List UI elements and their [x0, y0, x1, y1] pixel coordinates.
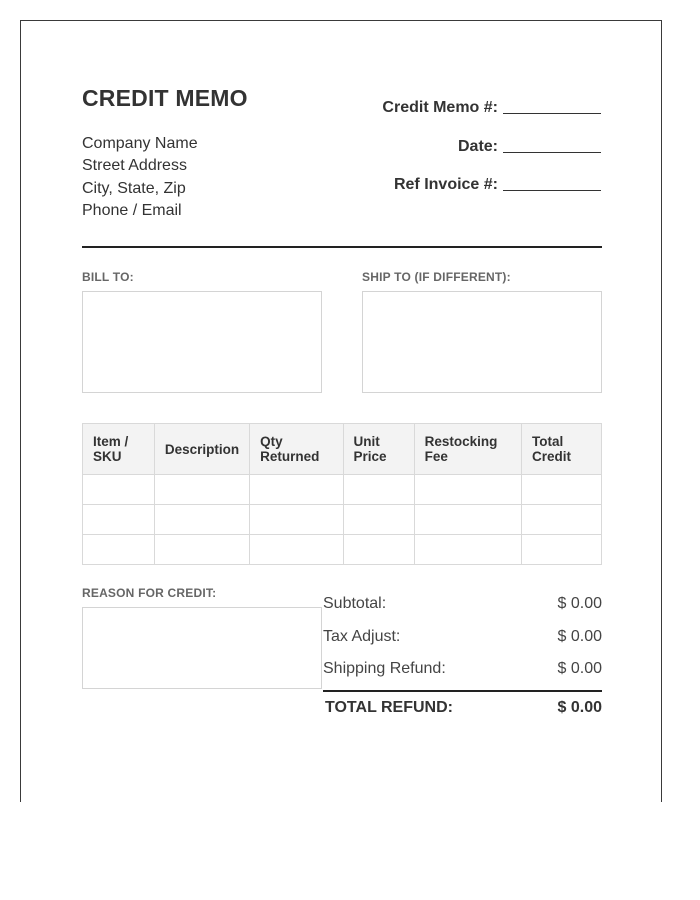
table-cell[interactable] — [154, 535, 249, 565]
company-city: City, State, Zip — [82, 179, 186, 197]
header-total-credit: Total Credit — [521, 424, 601, 475]
table-row — [83, 535, 602, 565]
tax-adjust-value: $ 0.00 — [557, 627, 602, 645]
table-cell[interactable] — [343, 505, 414, 535]
totals-panel — [323, 588, 602, 724]
header-divider — [82, 246, 602, 248]
bill-to-label: BILL TO: — [82, 270, 134, 284]
ref-invoice-row — [301, 174, 601, 194]
table-cell[interactable] — [83, 475, 155, 505]
table-cell[interactable] — [250, 475, 343, 505]
table-row — [83, 505, 602, 535]
table-cell[interactable] — [521, 535, 601, 565]
table-cell[interactable] — [250, 535, 343, 565]
memo-number-label: Credit Memo #: — [382, 99, 498, 116]
header-description: Description — [154, 424, 249, 475]
header-unit-price: Unit Price — [343, 424, 414, 475]
shipping-refund-row — [323, 653, 602, 686]
table-cell[interactable] — [83, 505, 155, 535]
memo-number-field[interactable] — [503, 113, 601, 114]
total-refund-value: $ 0.00 — [557, 698, 602, 716]
total-refund-row — [323, 692, 602, 724]
company-address: Street Address — [82, 157, 187, 175]
date-field[interactable] — [503, 152, 601, 153]
company-contact: Phone / Email — [82, 201, 182, 219]
memo-number-row — [301, 97, 601, 117]
company-name: Company Name — [82, 135, 198, 152]
shipping-refund-value: $ 0.00 — [557, 660, 602, 678]
date-label: Date: — [457, 137, 498, 155]
tax-adjust-label: Tax Adjust: — [323, 627, 401, 645]
table-header-row — [83, 424, 602, 475]
ship-to-label: SHIP TO (IF DIFFERENT): — [362, 270, 511, 284]
table-cell[interactable] — [154, 505, 249, 535]
header-qty-returned: Qty Returned — [250, 424, 343, 475]
ref-invoice-field[interactable] — [503, 190, 601, 191]
header-item-sku: Item / SKU — [83, 424, 155, 475]
memo-meta — [301, 97, 601, 213]
ref-invoice-label: Ref Invoice #: — [393, 176, 498, 193]
document-title: CREDIT MEMO — [82, 85, 248, 111]
table-cell[interactable] — [250, 505, 343, 535]
table-row — [83, 475, 602, 505]
shipping-refund-label: Shipping Refund: — [323, 660, 446, 678]
subtotal-label: Subtotal: — [323, 595, 387, 613]
table-cell[interactable] — [521, 505, 601, 535]
date-row — [301, 136, 601, 156]
total-refund-label: TOTAL REFUND: — [325, 698, 453, 716]
tax-adjust-row — [323, 621, 602, 654]
table-cell[interactable] — [83, 535, 155, 565]
company-info — [82, 133, 198, 222]
table-cell[interactable] — [343, 535, 414, 565]
reason-box[interactable] — [82, 607, 322, 689]
table-cell[interactable] — [154, 475, 249, 505]
table-cell[interactable] — [414, 535, 521, 565]
items-table — [82, 423, 602, 565]
table-cell[interactable] — [343, 475, 414, 505]
subtotal-row — [323, 588, 602, 621]
header-restocking-fee: Restocking Fee — [414, 424, 521, 475]
ship-to-box[interactable] — [362, 291, 602, 393]
table-cell[interactable] — [414, 505, 521, 535]
table-cell[interactable] — [414, 475, 521, 505]
memo-page — [20, 20, 662, 802]
subtotal-value: $ 0.00 — [557, 595, 602, 613]
bill-to-box[interactable] — [82, 291, 322, 393]
table-cell[interactable] — [521, 475, 601, 505]
reason-label: REASON FOR CREDIT: — [82, 586, 217, 600]
